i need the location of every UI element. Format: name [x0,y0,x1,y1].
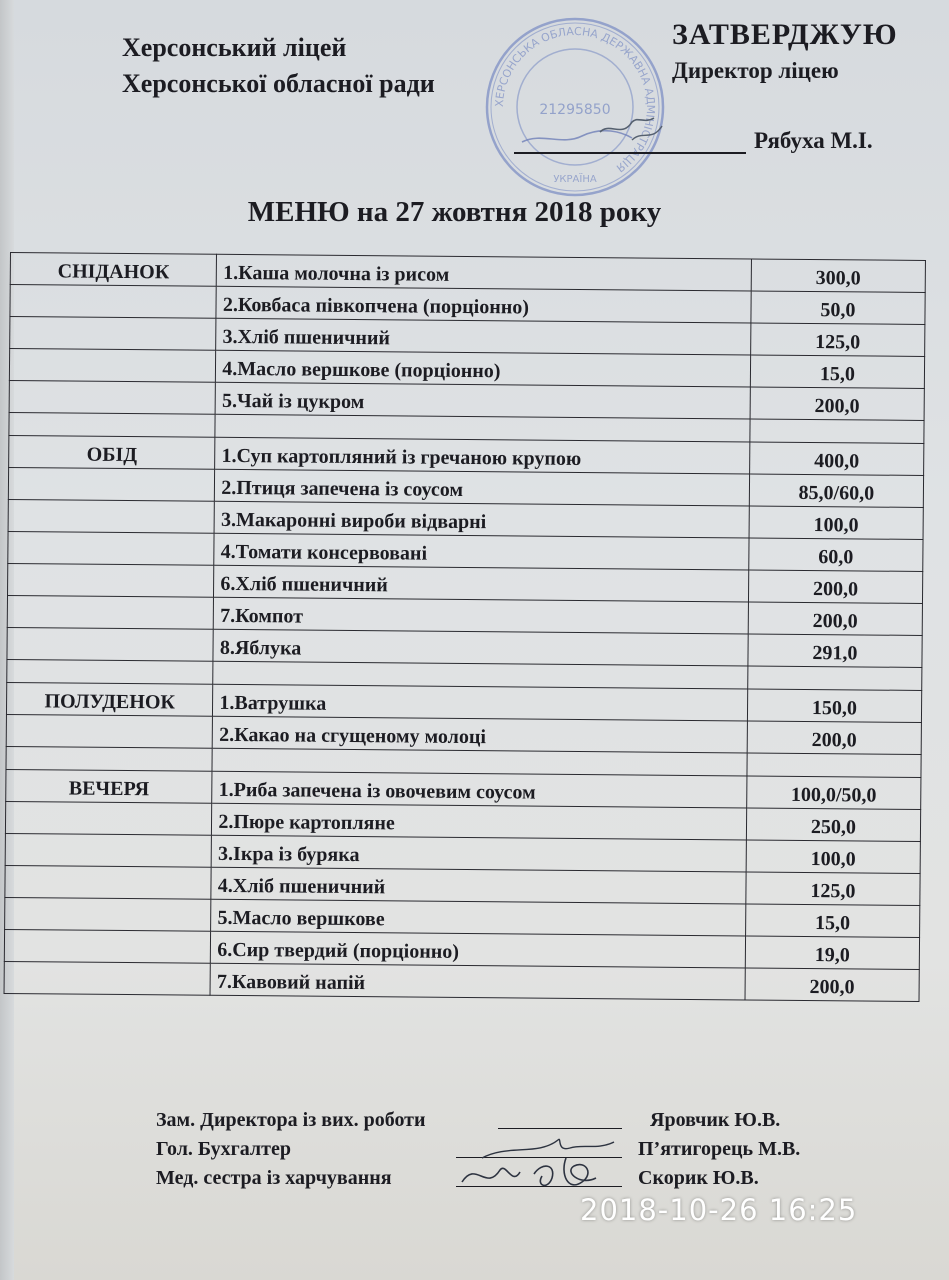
amount-cell: 85,0/60,0 [749,474,923,508]
meal-cell [9,412,216,437]
amount-cell: 300,0 [751,259,925,293]
meal-cell: ВЕЧЕРЯ [6,769,213,803]
signature-role: Зам. Директора із вих. роботи [156,1109,426,1131]
meal-cell [7,659,214,684]
amount-cell: 400,0 [749,442,923,476]
meal-cell: ПОЛУДЕНОК [6,682,213,716]
dish-cell: 5.Чай із цукром [215,382,750,419]
amount-cell [750,419,924,444]
dish-cell: 3.Ікра із буряка [211,835,746,872]
dish-cell: 1.Суп картопляний із гречаною крупою [215,437,750,474]
director-name: Рябуха М.І. [754,128,873,153]
amount-cell: 150,0 [747,689,921,723]
dish-cell: 5.Масло вершкове [211,899,746,936]
meal-cell [7,627,214,661]
amount-cell: 60,0 [749,538,923,572]
amount-cell: 100,0 [746,840,920,874]
dish-cell: 2.Птиця запечена із соусом [215,469,750,506]
dish-cell: 7.Кавовий напій [210,963,745,1000]
amount-cell: 200,0 [748,570,922,604]
meal-cell [6,714,213,748]
amount-cell [748,666,922,691]
amount-cell: 100,0/50,0 [747,776,921,810]
meal-cell [5,801,212,835]
meal-cell [9,349,216,383]
dish-cell: 2.Ковбаса півкопчена (порціонно) [216,286,751,323]
amount-cell: 200,0 [750,387,924,421]
amount-cell: 291,0 [748,634,922,668]
meal-cell [6,746,213,771]
amount-cell: 15,0 [745,904,919,938]
signature-role: Гол. Бухгалтер [156,1138,291,1160]
meal-cell [10,317,217,351]
amount-cell: 200,0 [745,968,919,1002]
dish-cell: 4.Хліб пшеничний [211,867,746,904]
amount-cell: 125,0 [750,323,924,357]
signature-rule [498,1106,622,1129]
signature-role: Мед. сестра із харчування [156,1167,392,1189]
meal-cell [10,285,217,319]
meal-cell [8,467,215,501]
meal-cell [5,833,212,867]
menu-table [4,252,926,1002]
dish-cell: 2.Какао на сгущеному молоці [213,716,748,753]
amount-cell: 19,0 [745,936,919,970]
official-stamp-icon [482,14,668,200]
amount-cell: 100,0 [749,506,923,540]
meal-cell [7,595,214,629]
meal-cell [4,961,211,995]
dish-cell: 4.Томати консервовані [214,533,749,570]
meal-cell [8,531,215,565]
dish-cell: 3.Макаронні вироби відварні [214,501,749,538]
stamp-ring-text: ХЕРСОНСЬКА ОБЛАСНА ДЕРЖАВНА АДМІНІСТРАЦІЯ [492,24,658,175]
approval-position: Директор ліцею [672,58,839,83]
menu-title: МЕНЮ на 27 жовтня 2018 року [247,196,662,228]
school-name [122,30,435,102]
handwritten-signature-icon [456,1152,626,1196]
amount-cell: 15,0 [750,355,924,389]
signature-name: П’ятигорець М.В. [638,1138,801,1160]
amount-cell: 125,0 [746,872,920,906]
dish-cell: 3.Хліб пшеничний [216,318,751,355]
school-name-line-2: Херсонської обласної ради [122,69,435,98]
signature-rule [514,130,746,154]
meal-cell: ОБІД [9,435,216,469]
dish-cell: 1.Ватрушка [213,684,748,721]
meal-cell [8,499,215,533]
meal-cell [5,865,212,899]
dish-cell: 6.Хліб пшеничний [214,565,749,602]
stamp-code: 21295850 [539,102,611,118]
dish-cell: 1.Риба запечена із овочевим соусом [212,771,747,808]
stamp-country: УКРАЇНА [553,174,597,185]
dish-cell: 4.Масло вершкове (порціонно) [216,350,751,387]
meal-cell [4,929,211,963]
signature-row [156,1106,856,1135]
amount-cell: 50,0 [751,291,925,325]
amount-cell: 200,0 [748,602,922,636]
dish-cell: 7.Компот [214,597,749,634]
school-name-line-1: Херсонський ліцей [122,33,347,62]
menu-row [4,961,919,1001]
approval-heading: ЗАТВЕРДЖУЮ [672,18,898,51]
dish-cell: 2.Пюре картопляне [212,803,747,840]
amount-cell [747,753,921,778]
amount-cell: 250,0 [746,808,920,842]
meal-cell [8,563,215,597]
meal-cell [9,380,216,414]
dish-cell: 6.Сир твердий (порціонно) [211,931,746,968]
signature-name: Скорик Ю.В. [638,1167,759,1189]
meal-cell [5,897,212,931]
meal-cell: СНІДАНОК [10,253,217,287]
director-signature-line [514,128,873,154]
signature-name: Яровчик Ю.В. [650,1109,781,1131]
dish-cell: 8.Яблука [213,629,748,666]
dish-cell: 1.Каша молочна із рисом [217,254,752,291]
approval-block [672,18,932,84]
menu-table-body [4,253,925,1002]
photo-timestamp: 2018-10-26 16:25 [580,1193,858,1227]
amount-cell: 200,0 [747,721,921,755]
signatures-block [156,1106,856,1193]
